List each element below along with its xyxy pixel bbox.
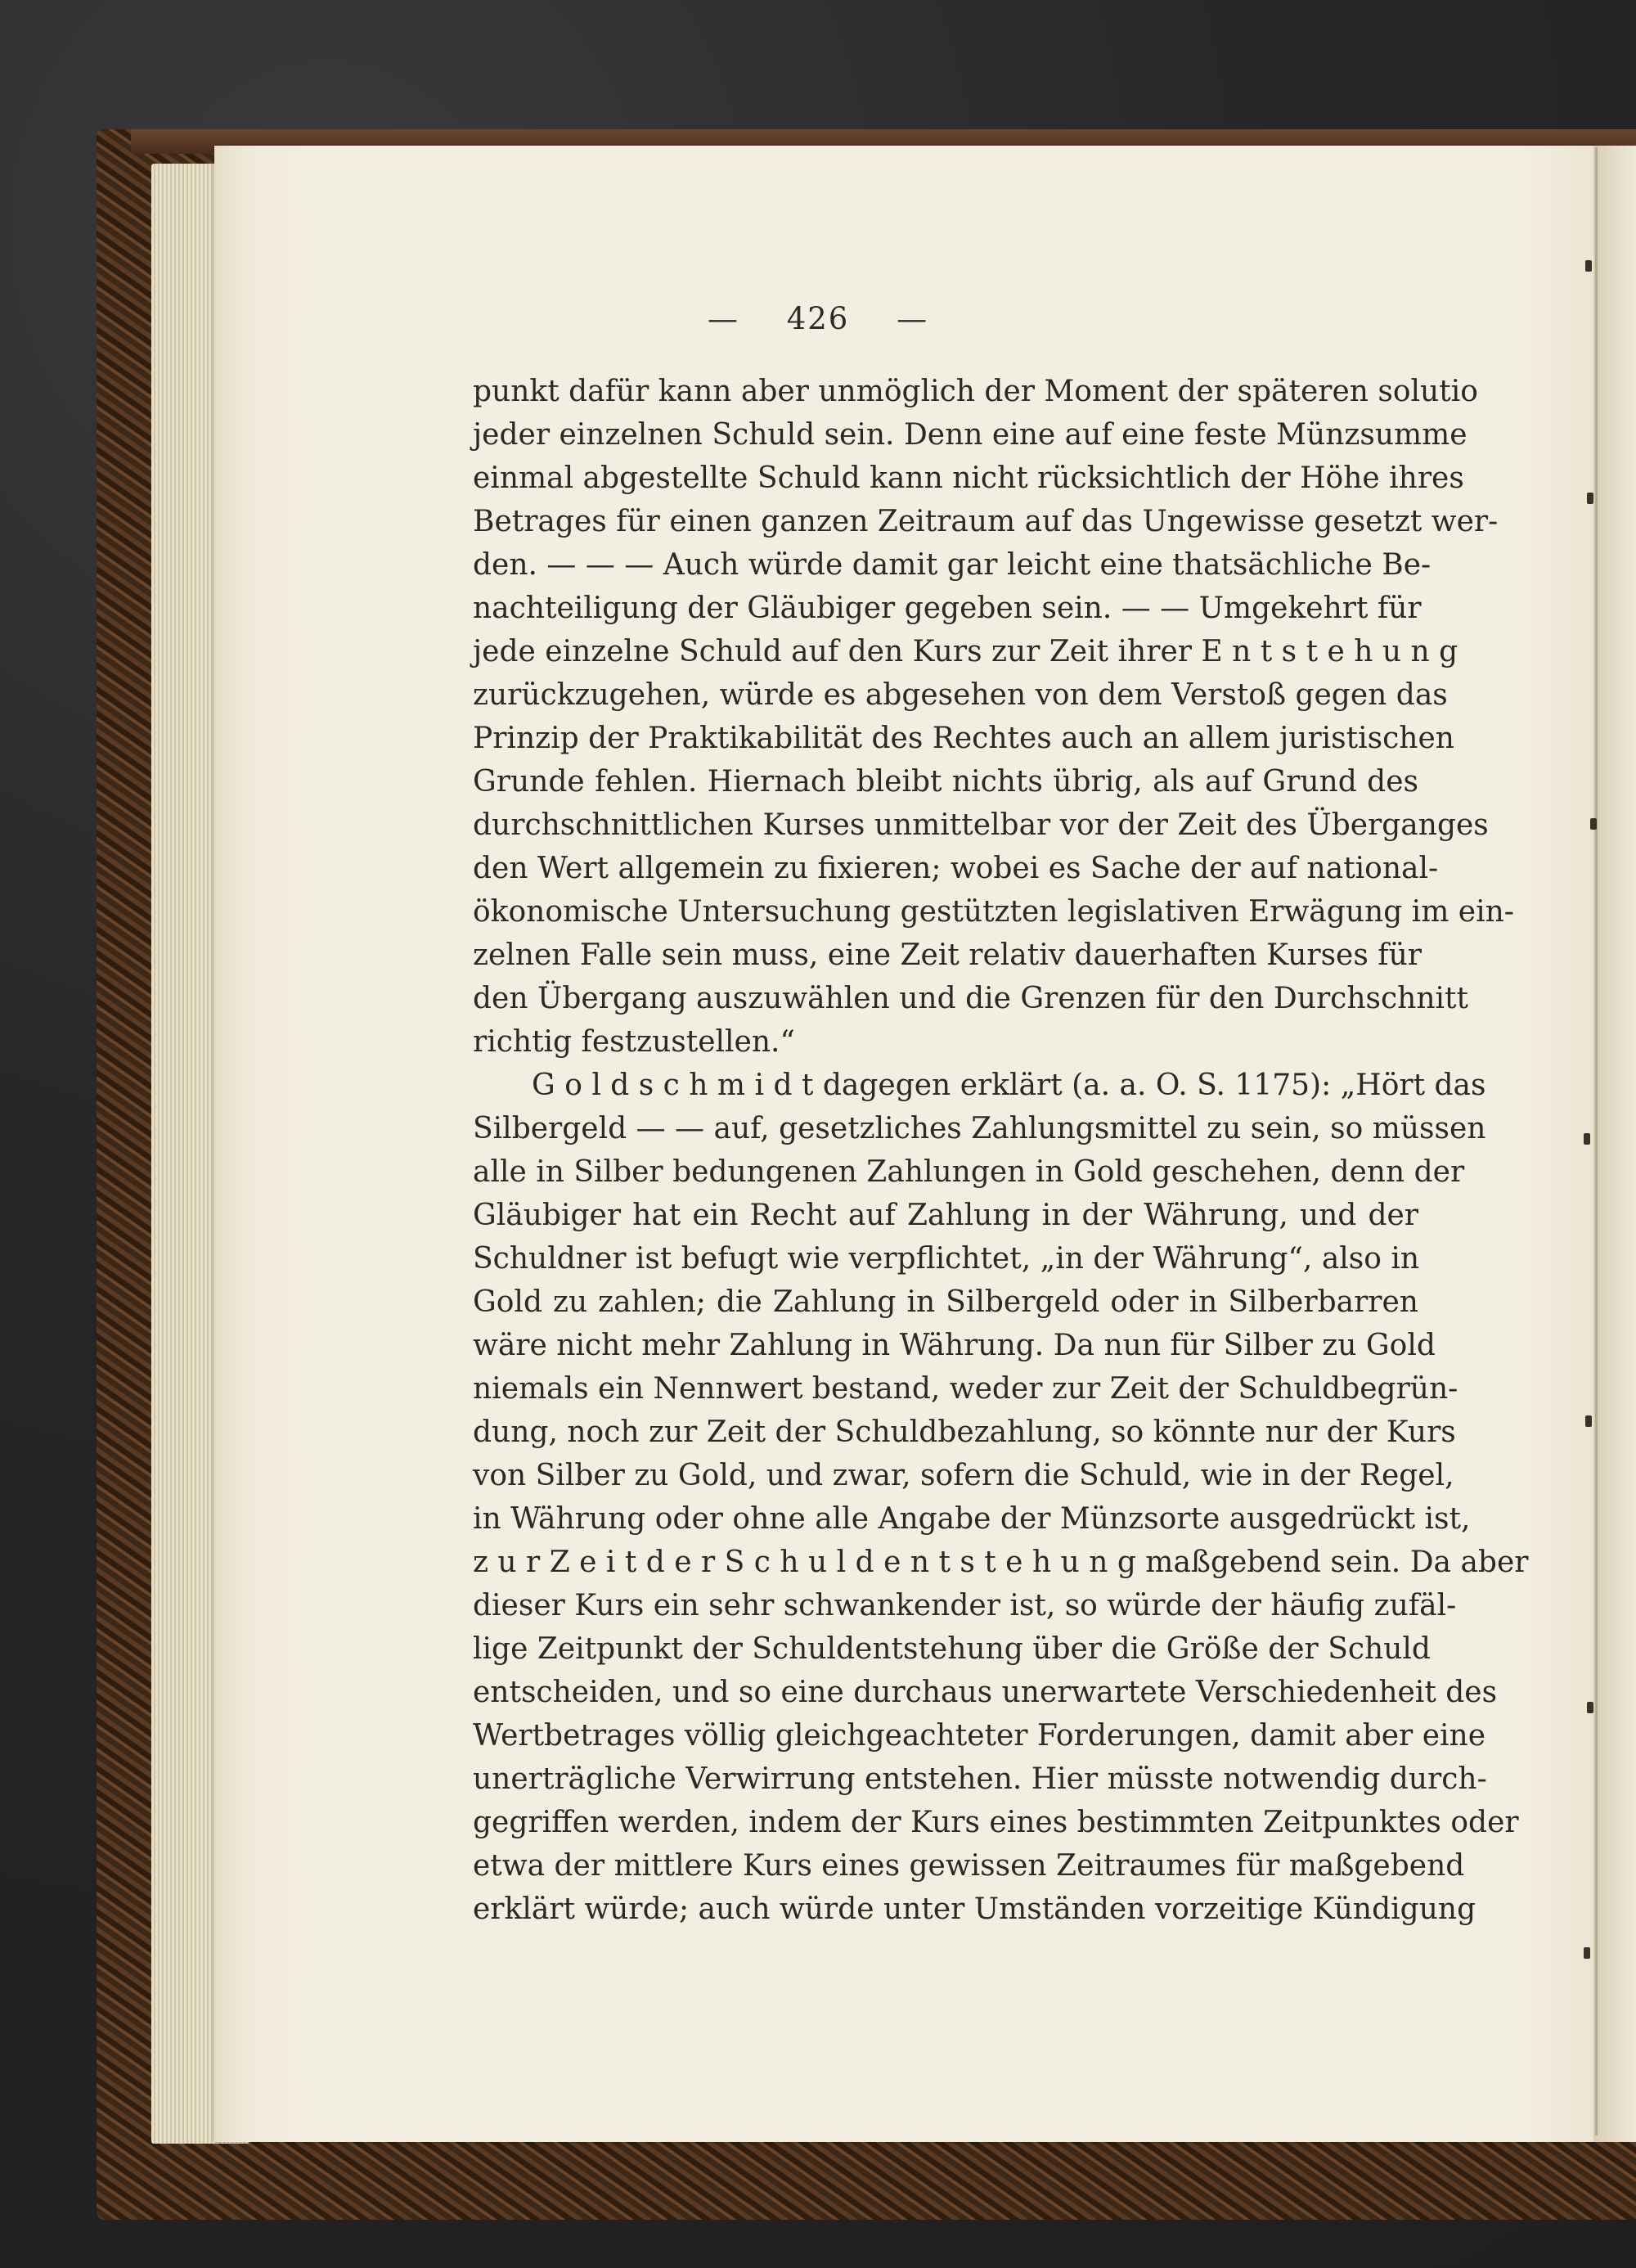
text-line: richtig festzustellen.“: [473, 1025, 795, 1059]
edge-mark: [1587, 1702, 1593, 1713]
text-line: zurückzugehen, würde es abgesehen von dem Verstoß gegen das: [473, 678, 1448, 712]
edge-mark: [1584, 1133, 1590, 1145]
text-line: in Währung oder ohne alle Angabe der Münzsorte ausgedrückt ist,: [473, 1502, 1471, 1536]
text-line: zelnen Falle sein muss, eine Zeit relativ dauerhaften Kurses für: [473, 938, 1422, 972]
dash-right: —: [897, 301, 929, 336]
text-line: dieser Kurs ein sehr schwankender ist, so würde der häufig zufäl-: [473, 1589, 1457, 1622]
text-line: nachteiligung der Gläubiger gegeben sein. — — Umgekehrt für: [473, 592, 1422, 625]
text-line: gegriffen werden, indem der Kurs eines bestimmten Zeitpunktes oder: [473, 1806, 1519, 1839]
text-line: Prinzip der Praktikabilität des Rechtes auch an allem juristischen: [473, 722, 1454, 755]
text-line: etwa der mittlere Kurs eines gewissen Zeitraumes für maßgebend: [473, 1849, 1465, 1883]
facing-page-edge: [1593, 146, 1636, 2142]
text-line: von Silber zu Gold, und zwar, sofern die Schuld, wie in der Regel,: [473, 1459, 1454, 1492]
text-line: Wertbetrages völlig gleichgeachteter Forderungen, damit aber eine: [473, 1719, 1486, 1753]
edge-mark: [1585, 1415, 1592, 1427]
text-line: durchschnittlichen Kurses unmittelbar vor der Zeit des Überganges: [473, 808, 1489, 842]
text-line: Schuldner ist befugt wie verpflichtet, „in der Währung“, also in: [473, 1242, 1420, 1276]
text-line: entscheiden, und so eine durchaus unerwartete Verschiedenheit des: [473, 1676, 1498, 1709]
edge-mark: [1590, 818, 1597, 830]
page-number: 426: [786, 301, 850, 336]
text-line: den Übergang auszuwählen und die Grenzen für den Durchschnitt: [473, 982, 1468, 1015]
text-line: alle in Silber bedungenen Zahlungen in Gold geschehen, denn der: [473, 1155, 1465, 1189]
text-line: einmal abgestellte Schuld kann nicht rücksichtlich der Höhe ihres: [473, 461, 1464, 495]
text-line: punkt dafür kann aber unmöglich der Moment der späteren solutio: [473, 375, 1478, 408]
text-line: Betrages für einen ganzen Zeitraum auf das Ungewisse gesetzt wer-: [473, 505, 1499, 538]
text-line: wäre nicht mehr Zahlung in Währung. Da nun für Silber zu Gold: [473, 1329, 1436, 1362]
text-line: Gläubiger hat ein Recht auf Zahlung in der Währung, und der: [473, 1199, 1418, 1232]
text-line: lige Zeitpunkt der Schuldentstehung über die Größe der Schuld: [473, 1632, 1431, 1666]
text-line: jeder einzelnen Schuld sein. Denn eine auf eine feste Münzsumme: [473, 418, 1467, 452]
text-line: Gold zu zahlen; die Zahlung in Silbergeld oder in Silberbarren: [473, 1285, 1418, 1319]
text-line: unerträgliche Verwirrung entstehen. Hier müsste notwendig durch-: [473, 1762, 1487, 1796]
edge-mark: [1585, 260, 1592, 272]
text-line: Grunde fehlen. Hiernach bleibt nichts übrig, als auf Grund des: [473, 765, 1418, 799]
text-line: niemals ein Nennwert bestand, weder zur Zeit der Schuldbegrün-: [473, 1372, 1458, 1406]
text-line: den. — — — Auch würde damit gar leicht eine thatsächliche Be-: [473, 548, 1432, 582]
page-gutter: [1595, 147, 1598, 2135]
text-line: den Wert allgemein zu fixieren; wobei es Sache der auf national-: [473, 852, 1439, 885]
text-line: erklärt würde; auch würde unter Umständen vorzeitige Kündigung: [473, 1892, 1476, 1926]
text-line: G o l d s c h m i d t dagegen erklärt (a. a. O. S. 1175): „Hört das: [532, 1069, 1486, 1102]
text-line: Silbergeld — — auf, gesetzliches Zahlungsmittel zu sein, so müssen: [473, 1112, 1486, 1145]
text-line: z u r Z e i t d e r S c h u l d e n t s t e h u n g maßgebend sein. Da aber: [473, 1546, 1529, 1579]
dash-left: —: [707, 301, 739, 336]
text-line: jede einzelne Schuld auf den Kurs zur Zeit ihrer E n t s t e h u n g: [473, 635, 1458, 668]
page-number-header: [0, 301, 1636, 336]
edge-mark: [1587, 493, 1593, 504]
body-text: [473, 370, 1529, 1931]
edge-mark: [1584, 1947, 1590, 1959]
text-line: dung, noch zur Zeit der Schuldbezahlung, so könnte nur der Kurs: [473, 1415, 1456, 1449]
text-line: ökonomische Untersuchung gestützten legislativen Erwägung im ein-: [473, 895, 1514, 929]
